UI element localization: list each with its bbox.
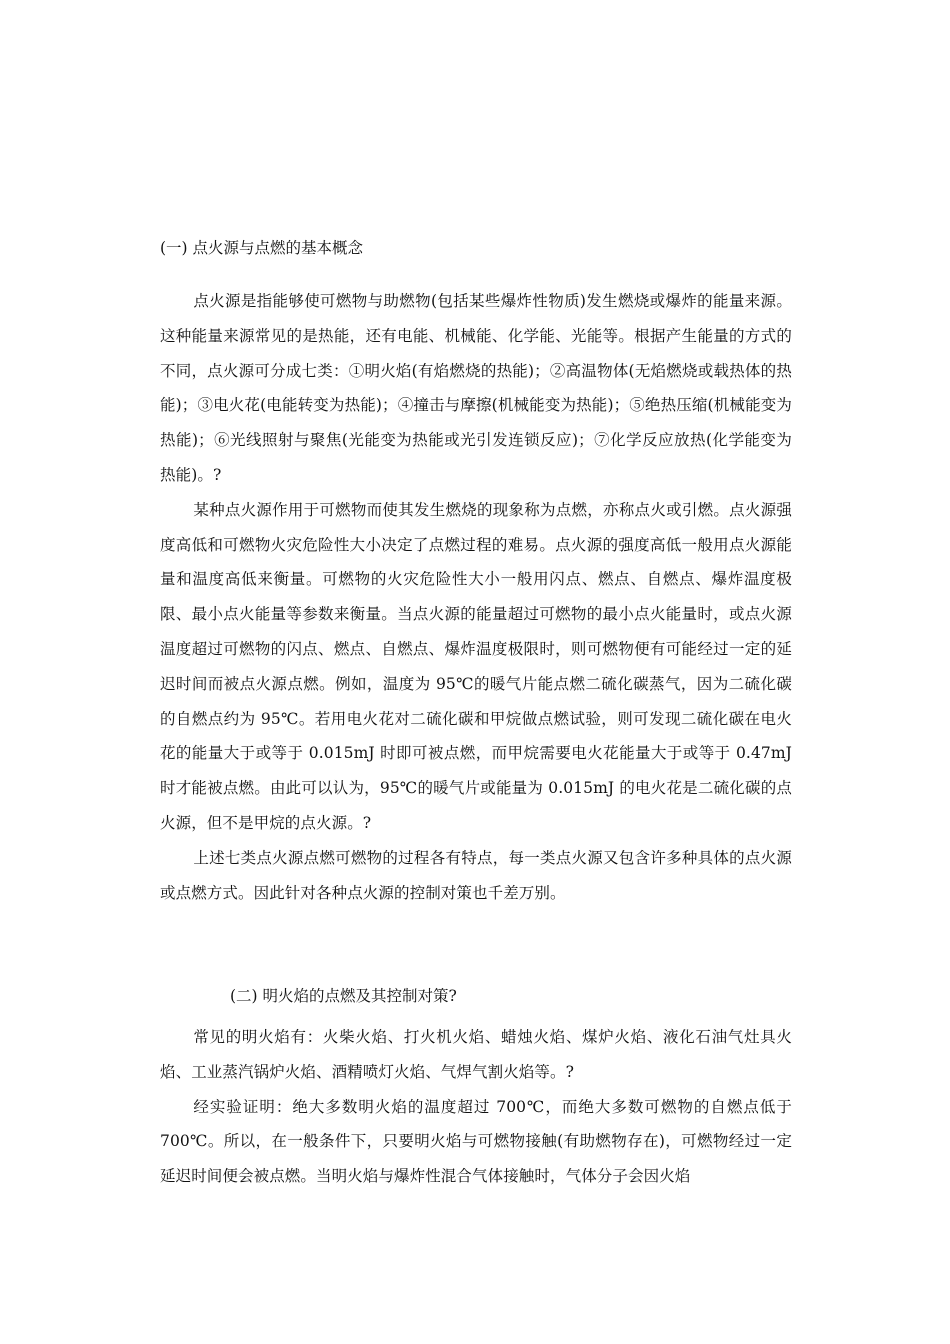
section-heading-1: (一) 点火源与点燃的基本概念	[160, 239, 364, 257]
section-2-body	[160, 1020, 792, 1194]
paragraph: 常见的明火焰有：火柴火焰、打火机火焰、蜡烛火焰、煤炉火焰、液化石油气灶具火焰、工业蒸汽锅炉火焰、酒精喷灯火焰、气焊气割火焰等。?	[160, 1028, 792, 1081]
section-heading-2: (二) 明火焰的点燃及其控制对策?	[230, 987, 457, 1005]
section-1-body	[160, 284, 792, 910]
paragraph: 点火源是指能够使可燃物与助燃物(包括某些爆炸性物质)发生燃烧或爆炸的能量来源。这种能量来源常见的是热能，还有电能、机械能、化学能、光能等。根据产生能量的方式的不同，点火源可分成七类：①明火焰(有焰燃烧的热能)；②高温物体(无焰燃烧或载热体的热能)；③电火花(电能转变为热能)；④撞击与摩擦(机械能变为热能)；⑤绝热压缩(机械能变为热能)；⑥光线照射与聚焦(光能变为热能或光引发连锁反应)；⑦化学反应放热(化学能变为热能)。?	[160, 292, 792, 484]
paragraph: 上述七类点火源点燃可燃物的过程各有特点，每一类点火源又包含许多种具体的点火源或点燃方式。因此针对各种点火源的控制对策也千差万别。	[160, 848, 792, 902]
paragraph: 经实验证明：绝大多数明火焰的温度超过 700℃，而绝大多数可燃物的自燃点低于 700℃。所以，在一般条件下，只要明火焰与可燃物接触(有助燃物存在)，可燃物经过一定延迟时间便会被点燃。当明火焰与爆炸性混合气体接触时，气体分子会因火焰	[160, 1097, 792, 1186]
paragraph: 某种点火源作用于可燃物而使其发生燃烧的现象称为点燃，亦称点火或引燃。点火源强度高低和可燃物火灾危险性大小决定了点燃过程的难易。点火源的强度高低一般用点火源能量和温度高低来衡量。可燃物的火灾危险性大小一般用闪点、燃点、自燃点、爆炸温度极限、最小点火能量等参数来衡量。当点火源的能量超过可燃物的最小点火能量时，或点火源温度超过可燃物的闪点、燃点、自燃点、爆炸温度极限时，则可燃物便有可能经过一定的延迟时间而被点火源点燃。例如，温度为 95℃的暖气片能点燃二硫化碳蒸气，因为二硫化碳的自燃点约为 95℃。若用电火花对二硫化碳和甲烷做点燃试验，则可发现二硫化碳在电火花的能量大于或等于 0.015mJ 时即可被点燃，而甲烷需要电火花能量大于或等于 0.47mJ 时才能被点燃。由此可以认为，95℃的暖气片或能量为 0.015mJ 的电火花是二硫化碳的点火源，但不是甲烷的点火源。?	[160, 500, 792, 832]
